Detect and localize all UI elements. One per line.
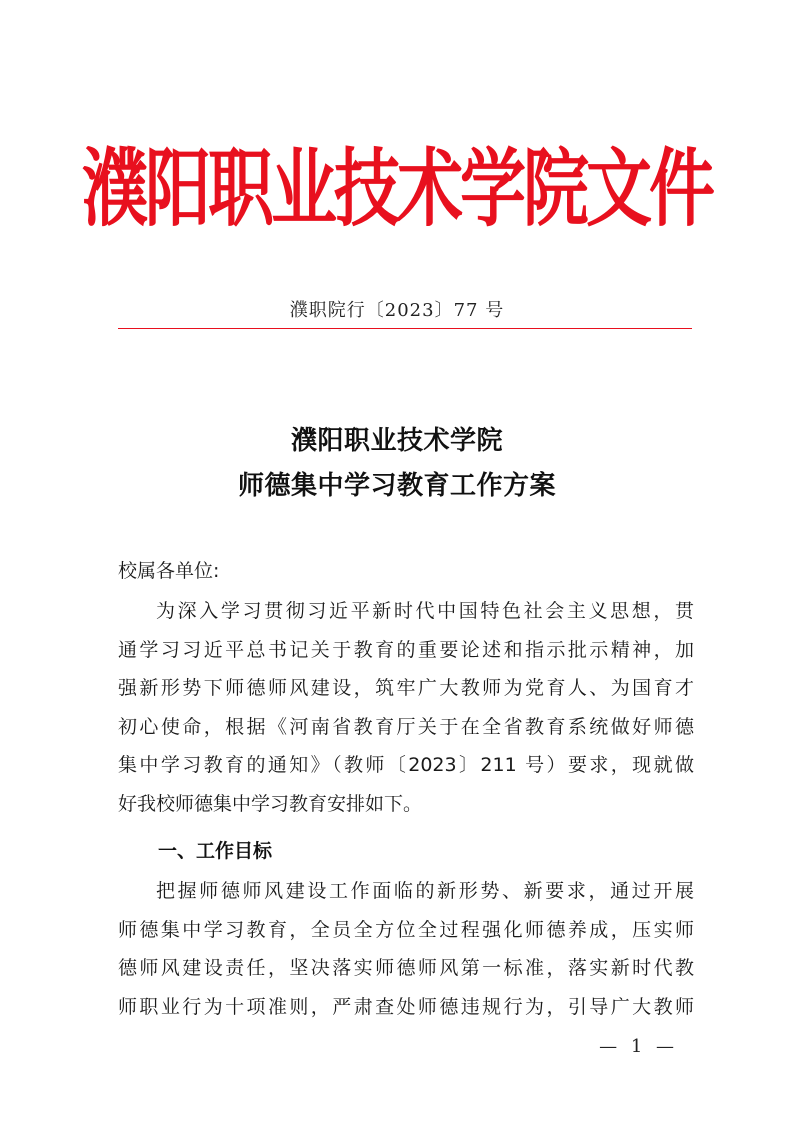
section-heading-work-goals: 一、工作目标 xyxy=(158,840,273,862)
document-title-line-1: 濮阳职业技术学院 xyxy=(290,426,503,456)
paragraph-line: 为深入学习贯彻习近平新时代中国特色社会主义思想，贯 xyxy=(156,600,694,622)
paragraph-line: 通学习习近平总书记关于教育的重要论述和指示批示精神，加 xyxy=(118,638,694,661)
paragraph-line: 师职业行为十项准则，严肃查处师德违规行为，引导广大教师 xyxy=(118,995,694,1018)
paragraph-line: 好我校师德集中学习教育安排如下。 xyxy=(118,792,423,815)
page-number: — 1 — xyxy=(599,1036,678,1057)
document-number: 濮职院行〔2023〕77 号 xyxy=(289,300,505,321)
work-goals-paragraph xyxy=(118,872,694,1026)
paragraph-line: 强新形势下师德师风建设，筑牢广大教师为党育人、为国育才 xyxy=(118,677,694,699)
intro-paragraph xyxy=(118,592,694,823)
salutation: 校属各单位: xyxy=(118,560,220,582)
paragraph-line: 初心使命，根据《河南省教育厅关于在全省教育系统做好师德 xyxy=(118,715,694,738)
paragraph-line: 集中学习教育的通知》（教师〔2023〕211 号）要求，现就做 xyxy=(118,754,694,776)
paragraph-line: 师德集中学习教育，全员全方位全过程强化师德养成，压实师 xyxy=(118,918,694,941)
document-masthead: 濮阳职业技术学院文件 xyxy=(82,138,712,239)
paragraph-line: 德师风建设责任，坚决落实师德师风第一标准，落实新时代教 xyxy=(118,957,694,979)
paragraph-line: 把握师德师风建设工作面临的新形势、新要求，通过开展 xyxy=(156,880,694,902)
document-title-line-2: 师德集中学习教育工作方案 xyxy=(237,471,556,501)
red-divider-line xyxy=(118,328,692,329)
